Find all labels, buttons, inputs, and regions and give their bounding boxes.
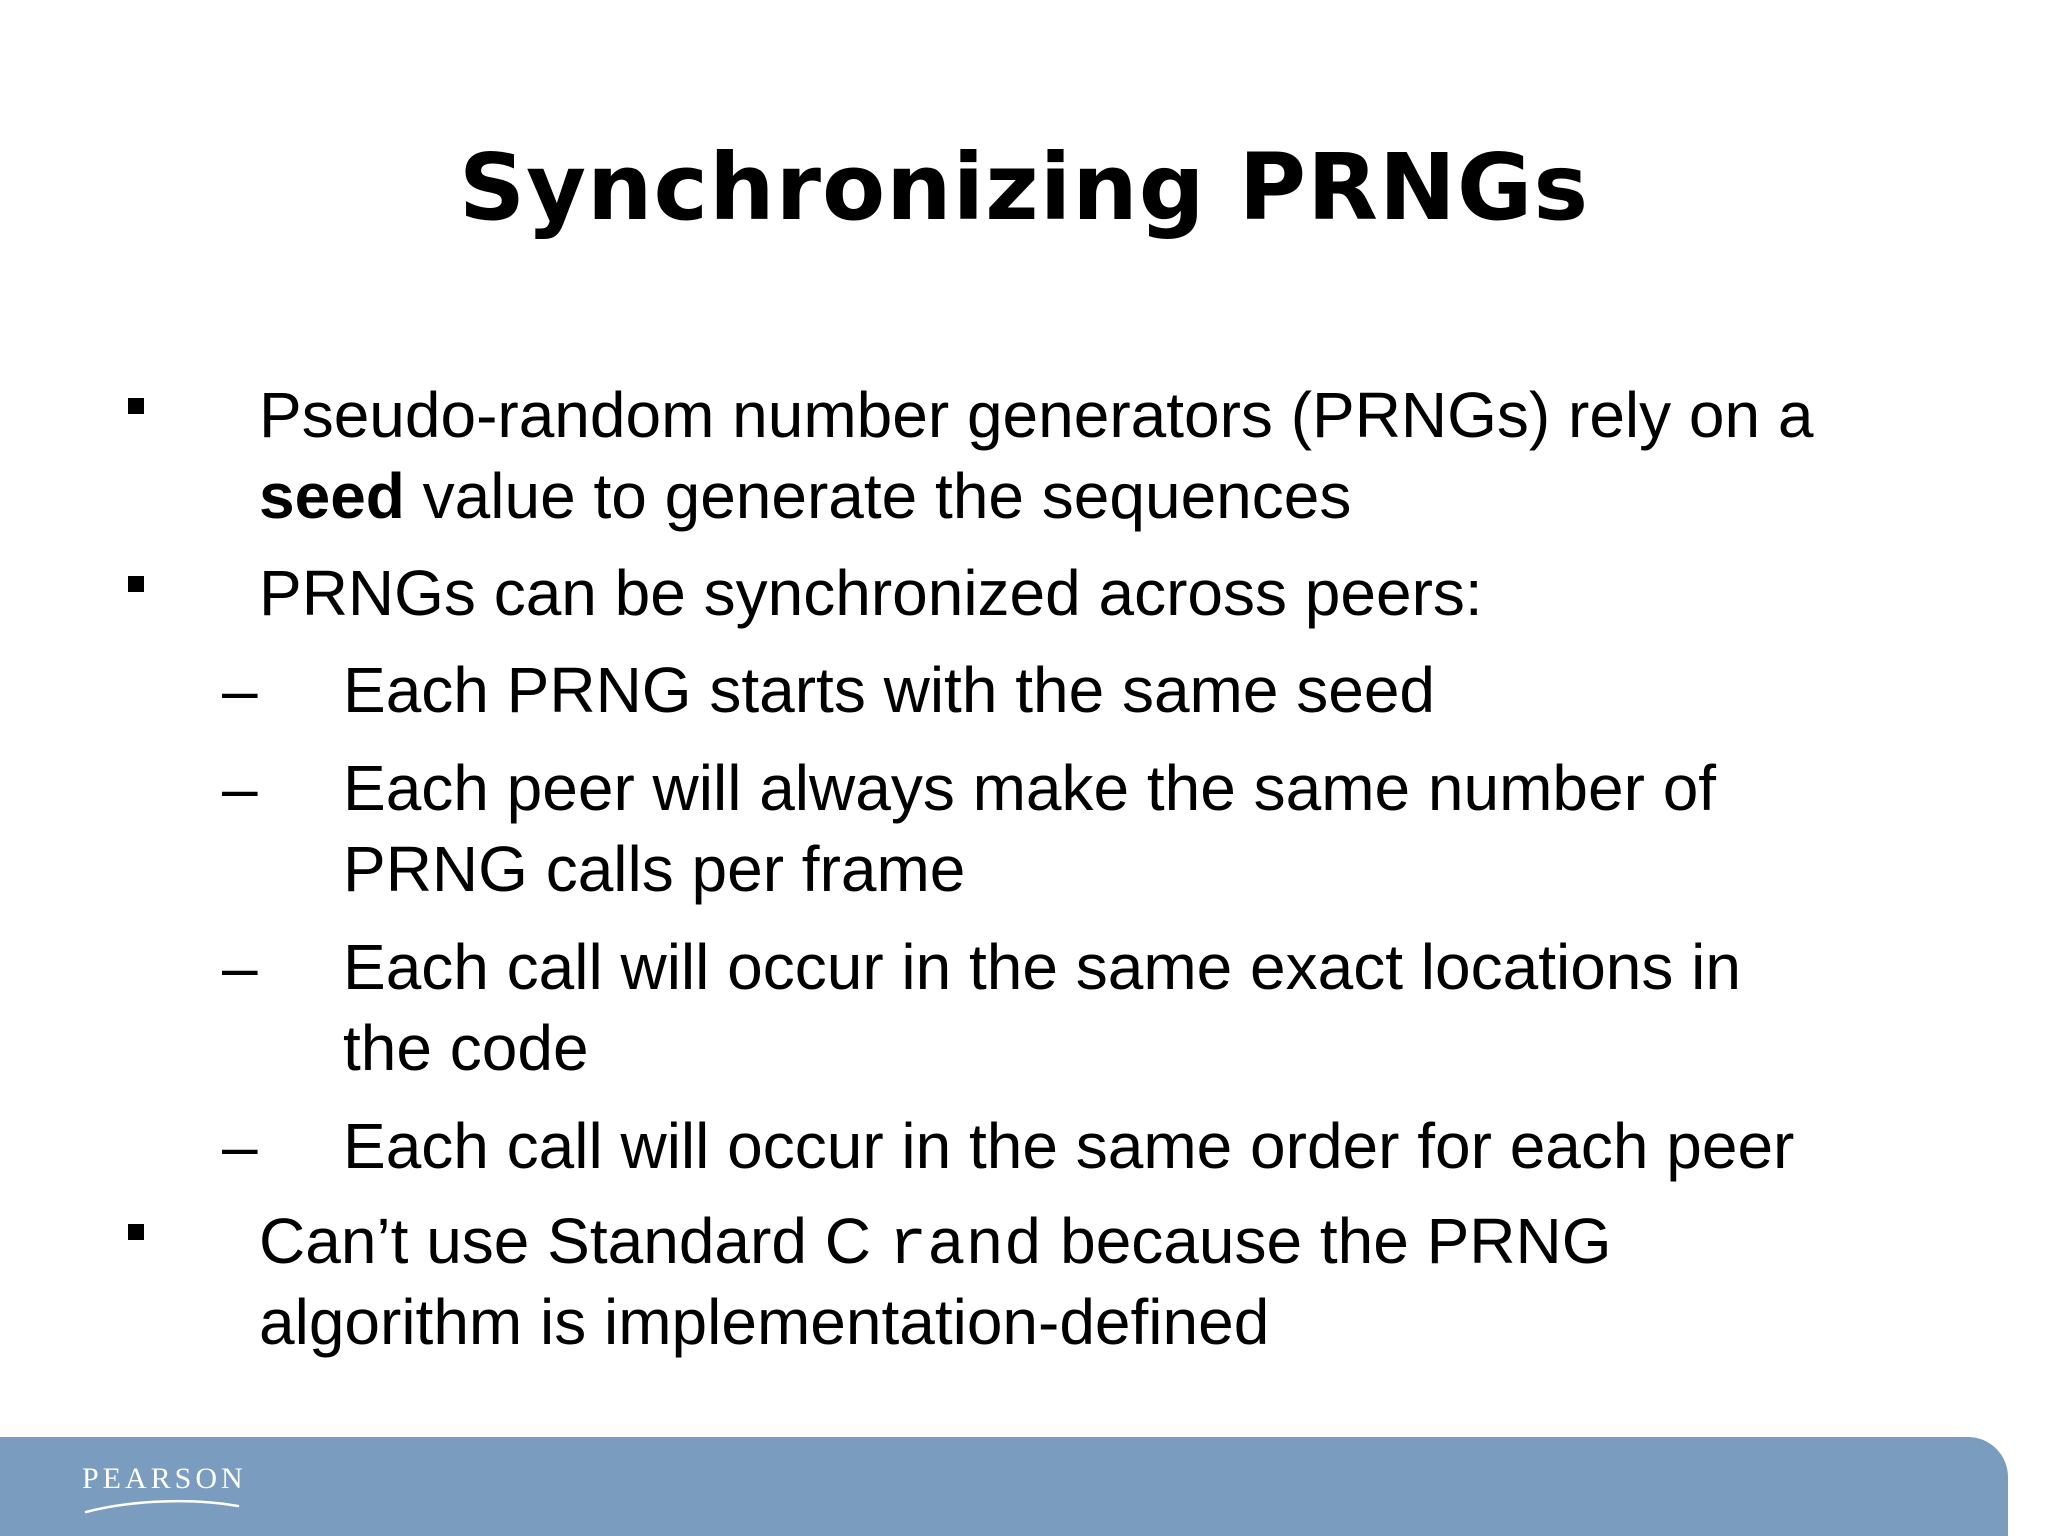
bullet-1-line-2 bbox=[259, 455, 1351, 537]
subitem-1-line-1: Each PRNG starts with the same seed bbox=[343, 654, 1435, 726]
pearson-logo-text: PEARSON bbox=[82, 1462, 247, 1495]
subitem-2-line-1: Each peer will always make the same number of bbox=[343, 752, 1717, 824]
footer-bar bbox=[0, 1437, 2008, 1536]
rand-code: rand bbox=[888, 1211, 1043, 1283]
dash-icon: – bbox=[222, 1110, 258, 1182]
bullet-square-icon bbox=[128, 576, 144, 592]
pearson-logo bbox=[82, 1462, 247, 1518]
subitem-3-line-2: the code bbox=[343, 1012, 589, 1084]
bullet-1-line-1: Pseudo-random number generators (PRNGs) rely on a bbox=[259, 379, 1814, 451]
bullet-2-line-1: PRNGs can be synchronized across peers: bbox=[259, 557, 1483, 629]
subitem-3-line-1: Each call will occur in the same exact locations in bbox=[343, 931, 1741, 1003]
pearson-swoosh-icon bbox=[82, 1496, 242, 1516]
footer-edge bbox=[2008, 1437, 2048, 1536]
subitem-4-line-1: Each call will occur in the same order for each peer bbox=[343, 1110, 1795, 1182]
slide-title: Synchronizing PRNGs bbox=[458, 134, 1590, 241]
dash-icon: – bbox=[222, 752, 258, 824]
dash-icon: – bbox=[222, 654, 258, 726]
dash-icon: – bbox=[222, 931, 258, 1003]
bullet-3-post: because the PRNG bbox=[1042, 1205, 1612, 1277]
subitem-2-line-2: PRNG calls per frame bbox=[343, 833, 966, 905]
bullet-square-icon bbox=[128, 1224, 144, 1240]
bullet-3-pre: Can’t use Standard C bbox=[259, 1205, 889, 1277]
bullet-3-line-1 bbox=[259, 1200, 1612, 1288]
seed-bold: seed bbox=[259, 460, 405, 532]
bullet-1-line-2-rest: value to generate the sequences bbox=[404, 460, 1352, 532]
bullet-3-line-2: algorithm is implementation-defined bbox=[259, 1286, 1270, 1358]
bullet-square-icon bbox=[128, 398, 144, 414]
